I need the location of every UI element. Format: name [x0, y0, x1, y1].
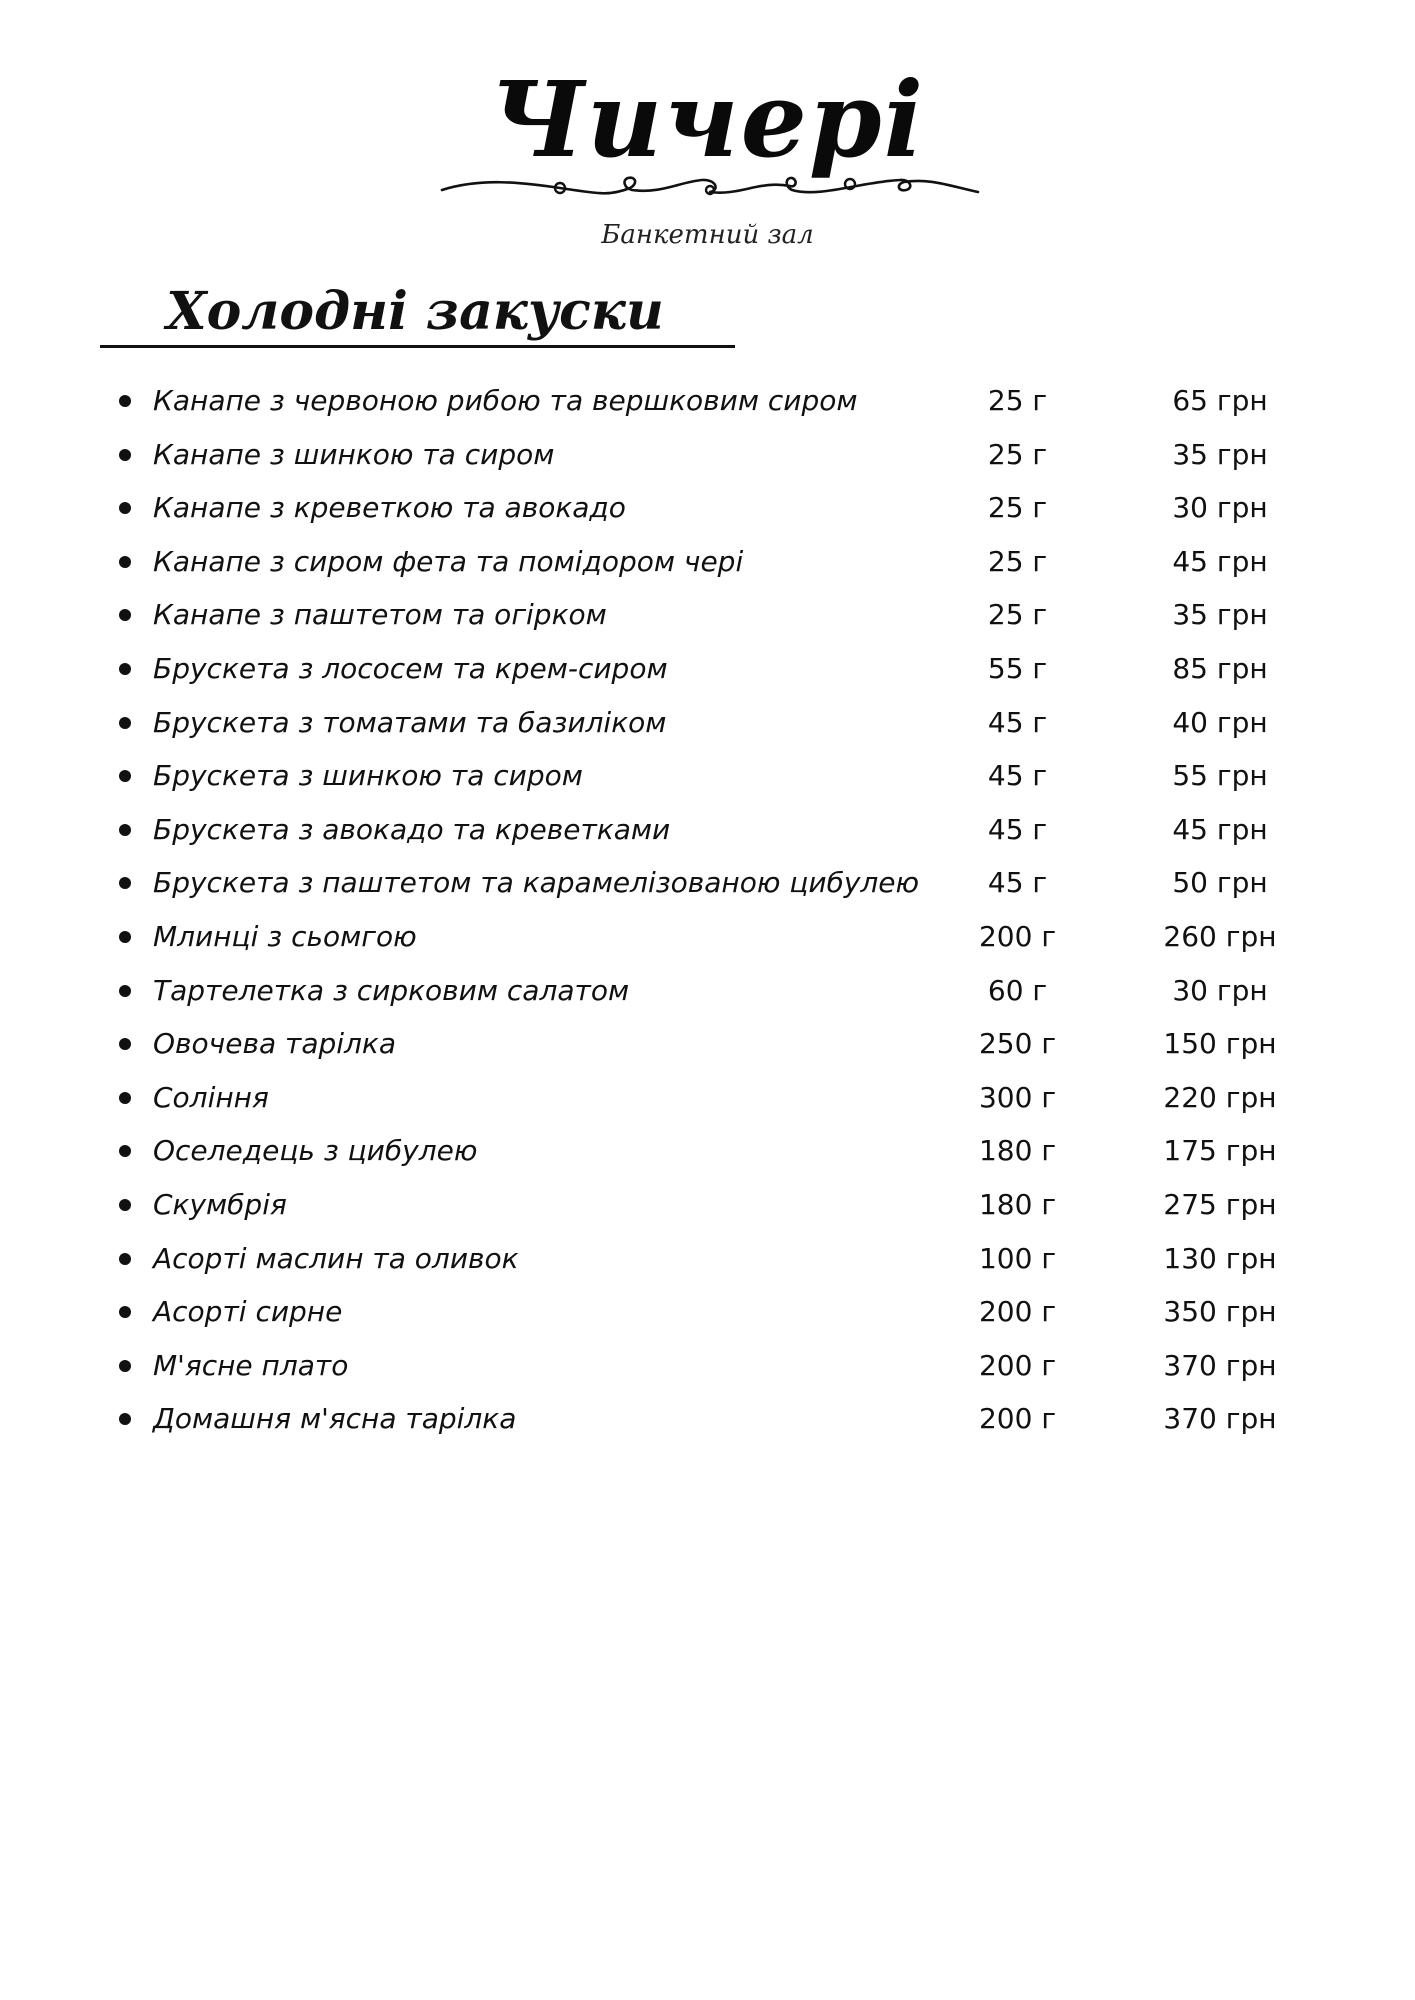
bullet-icon [119, 717, 131, 729]
item-price: 370 грн [1163, 1348, 1277, 1382]
bullet-icon [119, 1145, 131, 1157]
item-weight: 180 г [978, 1134, 1057, 1168]
item-weight: 200 г [978, 1402, 1057, 1436]
menu-item [0, 1017, 1415, 1071]
item-name: Канапе з шинкою та сиром [153, 437, 555, 471]
bullet-icon [119, 1360, 131, 1372]
item-price: 50 грн [1172, 866, 1268, 900]
item-name: Канапе з креветкою та авокадо [153, 491, 626, 525]
item-weight: 200 г [978, 1295, 1057, 1329]
item-weight: 55 г [987, 651, 1048, 685]
item-name: Брускета з авокадо та креветками [153, 812, 671, 846]
item-weight: 45 г [987, 705, 1048, 739]
item-weight: 45 г [987, 759, 1048, 793]
item-weight: 45 г [987, 866, 1048, 900]
item-price: 350 грн [1163, 1295, 1277, 1329]
item-price: 45 грн [1172, 812, 1268, 846]
bullet-icon [119, 824, 131, 836]
item-price: 55 грн [1172, 759, 1268, 793]
item-name: М'ясне плато [153, 1348, 349, 1382]
bullet-icon [119, 1038, 131, 1050]
item-name: Асорті сирне [153, 1295, 343, 1329]
item-price: 40 грн [1172, 705, 1268, 739]
item-price: 260 грн [1163, 919, 1277, 953]
item-name: Скумбрія [153, 1187, 287, 1221]
item-price: 275 грн [1163, 1187, 1277, 1221]
menu-item [0, 481, 1415, 535]
menu-item [0, 1392, 1415, 1446]
section-title: Холодні закуски [166, 281, 664, 342]
item-weight: 25 г [987, 384, 1048, 417]
menu-item [0, 856, 1415, 910]
item-price: 85 грн [1172, 651, 1268, 685]
menu-item [0, 696, 1415, 750]
item-weight: 180 г [978, 1187, 1057, 1221]
item-weight: 25 г [987, 598, 1048, 632]
bullet-icon [119, 449, 131, 461]
bullet-icon [119, 395, 131, 407]
item-price: 30 грн [1172, 973, 1268, 1007]
item-price: 175 грн [1163, 1134, 1277, 1168]
bullet-icon [119, 609, 131, 621]
bullet-icon [119, 931, 131, 943]
item-price: 370 грн [1163, 1402, 1277, 1436]
item-weight: 25 г [987, 491, 1048, 525]
menu-item [0, 428, 1415, 482]
bullet-icon [119, 502, 131, 514]
brand-logo-title: Чичері [489, 58, 926, 181]
item-weight: 100 г [978, 1241, 1057, 1275]
item-price: 35 грн [1172, 598, 1268, 632]
item-name: Млинці з сьомгою [153, 919, 417, 953]
menu-item [0, 642, 1415, 696]
bullet-icon [119, 770, 131, 782]
item-name: Домашня м'ясна тарілка [153, 1402, 517, 1436]
item-price: 65 грн [1172, 384, 1268, 417]
item-name: Брускета з паштетом та карамелізованою цибулею [153, 866, 920, 900]
item-name: Канапе з червоною рибою та вершковим сиром [153, 384, 858, 417]
menu-list [0, 374, 1415, 1446]
item-name: Тартелетка з сирковим салатом [153, 973, 630, 1007]
item-name: Канапе з сиром фета та помідором чері [153, 544, 744, 578]
item-price: 45 грн [1172, 544, 1268, 578]
menu-item [0, 1071, 1415, 1125]
menu-item [0, 588, 1415, 642]
menu-item [0, 749, 1415, 803]
item-name: Асорті маслин та оливок [153, 1241, 519, 1275]
menu-item [0, 964, 1415, 1018]
item-weight: 25 г [987, 544, 1048, 578]
decorative-flourish [440, 168, 980, 208]
menu-item [0, 374, 1415, 428]
item-weight: 60 г [987, 973, 1048, 1007]
bullet-icon [119, 1253, 131, 1265]
section-underline [100, 345, 735, 348]
bullet-icon [119, 556, 131, 568]
menu-item [0, 535, 1415, 589]
menu-item [0, 1124, 1415, 1178]
item-price: 35 грн [1172, 437, 1268, 471]
item-weight: 300 г [978, 1080, 1057, 1114]
menu-item [0, 1232, 1415, 1286]
item-name: Овочева тарілка [153, 1027, 396, 1061]
item-weight: 25 г [987, 437, 1048, 471]
item-weight: 200 г [978, 919, 1057, 953]
subtitle: Банкетний зал [601, 220, 814, 250]
item-name: Брускета з лососем та крем-сиром [153, 651, 668, 685]
menu-item [0, 910, 1415, 964]
item-name: Соління [153, 1080, 269, 1114]
menu-item [0, 1339, 1415, 1393]
item-price: 130 грн [1163, 1241, 1277, 1275]
item-price: 30 грн [1172, 491, 1268, 525]
bullet-icon [119, 877, 131, 889]
menu-item [0, 1285, 1415, 1339]
item-price: 220 грн [1163, 1080, 1277, 1114]
menu-item [0, 1178, 1415, 1232]
item-name: Канапе з паштетом та огірком [153, 598, 607, 632]
item-price: 150 грн [1163, 1027, 1277, 1061]
menu-item [0, 803, 1415, 857]
item-name: Брускета з шинкою та сиром [153, 759, 583, 793]
bullet-icon [119, 1413, 131, 1425]
bullet-icon [119, 1199, 131, 1211]
bullet-icon [119, 1306, 131, 1318]
bullet-icon [119, 663, 131, 675]
item-name: Оселедець з цибулею [153, 1134, 478, 1168]
item-weight: 200 г [978, 1348, 1057, 1382]
item-weight: 45 г [987, 812, 1048, 846]
bullet-icon [119, 985, 131, 997]
item-weight: 250 г [978, 1027, 1057, 1061]
item-name: Брускета з томатами та базиліком [153, 705, 667, 739]
bullet-icon [119, 1092, 131, 1104]
